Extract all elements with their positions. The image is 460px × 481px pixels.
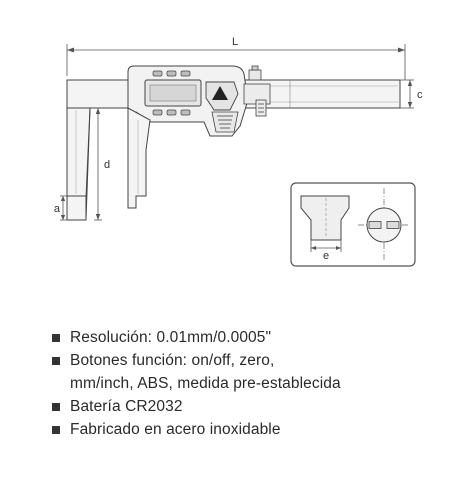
spec-item-resolution [52, 326, 452, 349]
dimension-d [94, 108, 102, 220]
spec-text: Resolución: 0.01mm/0.0005" [70, 329, 272, 346]
spec-item-material [52, 418, 452, 441]
specifications-list [52, 326, 452, 441]
spec-item-battery [52, 395, 452, 418]
spec-text: Fabricado en acero inoxidable [70, 421, 281, 438]
dimension-a-label: a [53, 203, 60, 215]
dimension-a [60, 196, 67, 220]
button-top-1 [153, 71, 162, 76]
spec-text: Batería CR2032 [70, 398, 183, 415]
bottom-buttons [153, 110, 190, 115]
spec-text-line-1: Botones función: on/off, zero, [70, 352, 275, 369]
square-bullet-icon [52, 357, 60, 365]
moving-jaw [128, 108, 150, 208]
spec-item-function-buttons [52, 349, 452, 395]
locking-screw-icon [249, 66, 261, 80]
button-bottom-1 [153, 110, 162, 115]
fine-adjustment-block [244, 84, 270, 116]
thumb-roller-icon [212, 112, 238, 132]
top-buttons [153, 71, 190, 76]
button-top-3 [181, 71, 190, 76]
square-bullet-icon [52, 403, 60, 411]
button-bottom-2 [167, 110, 176, 115]
dimension-e-label: e [322, 250, 330, 262]
spec-text-line-2: mm/inch, ABS, medida pre-establecida [70, 375, 341, 392]
dimension-c-label: c [417, 89, 423, 101]
button-top-2 [167, 71, 176, 76]
dimension-d-label: d [104, 159, 111, 171]
square-bullet-icon [52, 334, 60, 342]
square-bullet-icon [52, 426, 60, 434]
dimension-c [400, 80, 414, 108]
dimension-l-label: L [231, 36, 239, 48]
button-bottom-3 [181, 110, 190, 115]
